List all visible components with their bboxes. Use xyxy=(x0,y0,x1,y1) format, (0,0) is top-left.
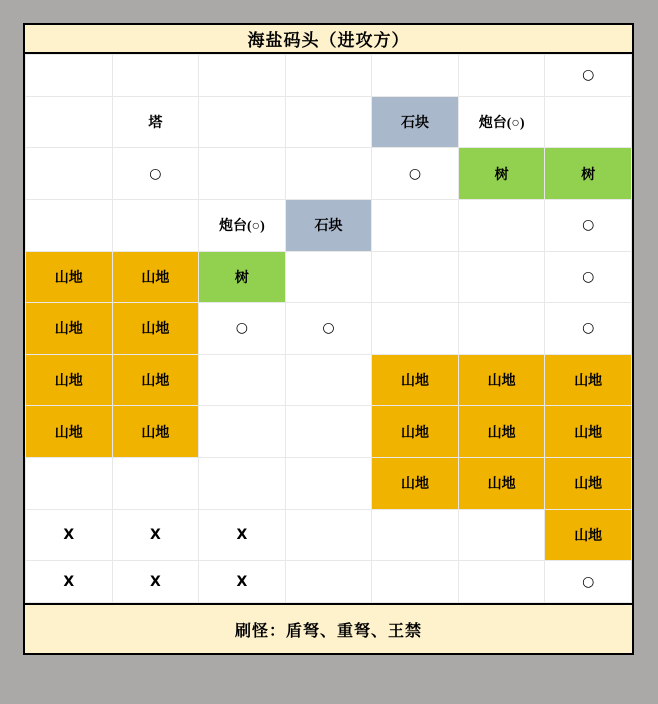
cell-r7c7-mountain: 山地 xyxy=(545,354,632,406)
cell-r9c5-mountain: 山地 xyxy=(372,457,459,509)
cell-r3c4-empty xyxy=(285,148,372,200)
map-grid-area xyxy=(25,54,632,603)
cell-r11c5-empty xyxy=(372,561,459,603)
cell-r6c4-circle-marker: ○ xyxy=(285,303,372,355)
cell-r11c7-circle-marker: ○ xyxy=(545,561,632,603)
map-title: 海盐码头（进攻方） xyxy=(25,25,632,54)
cell-r4c2-empty xyxy=(112,199,199,251)
cell-r6c5-empty xyxy=(372,303,459,355)
cell-r5c7-circle-marker: ○ xyxy=(545,251,632,303)
cell-r10c6-empty xyxy=(458,509,545,561)
cell-r4c6-empty xyxy=(458,199,545,251)
cell-r8c1-mountain: 山地 xyxy=(26,406,113,458)
cell-r4c4-stone-block: 石块 xyxy=(285,199,372,251)
cell-r4c5-empty xyxy=(372,199,459,251)
cell-r9c1-empty xyxy=(26,457,113,509)
cell-r6c6-empty xyxy=(458,303,545,355)
cell-r11c2-x-marker: X xyxy=(112,561,199,603)
spawn-info: 刷怪：盾弩、重弩、王禁 xyxy=(25,603,632,653)
cell-r5c1-mountain: 山地 xyxy=(26,251,113,303)
cell-r10c1-x-marker: X xyxy=(26,509,113,561)
cell-r10c5-empty xyxy=(372,509,459,561)
cell-r5c5-empty xyxy=(372,251,459,303)
cell-r2c5-stone-block: 石块 xyxy=(372,96,459,148)
cell-r8c3-empty xyxy=(199,406,286,458)
cell-r10c4-empty xyxy=(285,509,372,561)
cell-r7c4-empty xyxy=(285,354,372,406)
cell-r1c1-empty xyxy=(26,55,113,97)
cell-r9c2-empty xyxy=(112,457,199,509)
cell-r2c3-empty xyxy=(199,96,286,148)
cell-r6c1-mountain: 山地 xyxy=(26,303,113,355)
cell-r7c6-mountain: 山地 xyxy=(458,354,545,406)
cell-r3c6-tree: 树 xyxy=(458,148,545,200)
cell-r9c7-mountain: 山地 xyxy=(545,457,632,509)
cell-r6c3-circle-marker: ○ xyxy=(199,303,286,355)
cell-r4c7-circle-marker: ○ xyxy=(545,199,632,251)
cell-r3c7-tree: 树 xyxy=(545,148,632,200)
cell-r4c1-empty xyxy=(26,199,113,251)
cell-r10c7-mountain: 山地 xyxy=(545,509,632,561)
cell-r9c6-mountain: 山地 xyxy=(458,457,545,509)
cell-r4c3-cannon-platform: 炮台(○) xyxy=(199,199,286,251)
cell-r11c4-empty xyxy=(285,561,372,603)
cell-r2c6-cannon-platform: 炮台(○) xyxy=(458,96,545,148)
map-grid xyxy=(25,54,632,603)
cell-r7c5-mountain: 山地 xyxy=(372,354,459,406)
cell-r5c2-mountain: 山地 xyxy=(112,251,199,303)
cell-r9c4-empty xyxy=(285,457,372,509)
cell-r8c2-mountain: 山地 xyxy=(112,406,199,458)
cell-r5c6-empty xyxy=(458,251,545,303)
cell-r2c7-empty xyxy=(545,96,632,148)
cell-r1c4-empty xyxy=(285,55,372,97)
cell-r8c7-mountain: 山地 xyxy=(545,406,632,458)
cell-r7c1-mountain: 山地 xyxy=(26,354,113,406)
cell-r3c5-circle-marker: ○ xyxy=(372,148,459,200)
cell-r11c6-empty xyxy=(458,561,545,603)
cell-r9c3-empty xyxy=(199,457,286,509)
cell-r7c2-mountain: 山地 xyxy=(112,354,199,406)
cell-r1c3-empty xyxy=(199,55,286,97)
cell-r10c2-x-marker: X xyxy=(112,509,199,561)
cell-r6c7-circle-marker: ○ xyxy=(545,303,632,355)
cell-r10c3-x-marker: X xyxy=(199,509,286,561)
cell-r7c3-empty xyxy=(199,354,286,406)
cell-r8c4-empty xyxy=(285,406,372,458)
cell-r11c1-x-marker: X xyxy=(26,561,113,603)
cell-r1c2-empty xyxy=(112,55,199,97)
cell-r1c5-empty xyxy=(372,55,459,97)
cell-r3c1-empty xyxy=(26,148,113,200)
cell-r2c2-tower: 塔 xyxy=(112,96,199,148)
map-panel xyxy=(23,23,634,655)
map-grid-body xyxy=(26,55,632,603)
cell-r5c4-empty xyxy=(285,251,372,303)
cell-r11c3-x-marker: X xyxy=(199,561,286,603)
cell-r8c6-mountain: 山地 xyxy=(458,406,545,458)
cell-r2c4-empty xyxy=(285,96,372,148)
cell-r6c2-mountain: 山地 xyxy=(112,303,199,355)
cell-r2c1-empty xyxy=(26,96,113,148)
cell-r5c3-tree: 树 xyxy=(199,251,286,303)
cell-r1c7-circle-marker: ○ xyxy=(545,55,632,97)
cell-r1c6-empty xyxy=(458,55,545,97)
cell-r3c2-circle-marker: ○ xyxy=(112,148,199,200)
cell-r8c5-mountain: 山地 xyxy=(372,406,459,458)
cell-r3c3-empty xyxy=(199,148,286,200)
